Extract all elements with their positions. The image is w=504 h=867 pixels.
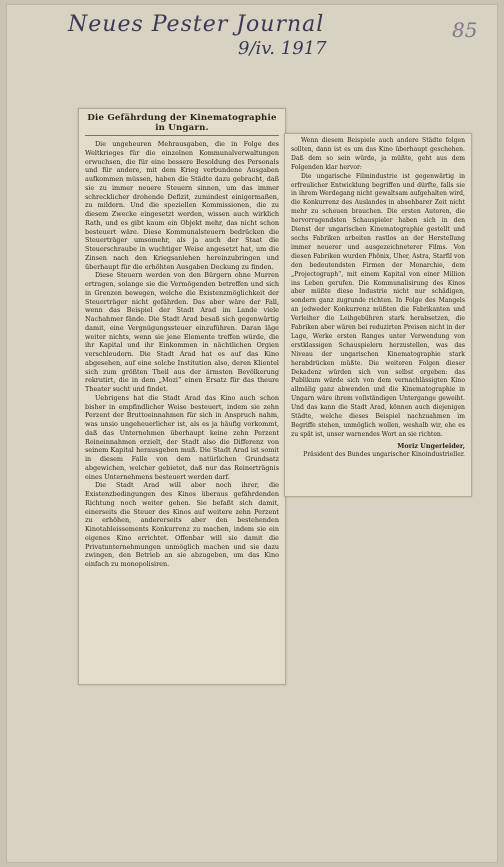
page-number: 85 [452,18,478,42]
article-paragraph: Die ungeheuren Mehrausgaben, die in Folge des Weltkrieges für die einzelnen Kommunalverwaltungen erwuchsen, die für eine bessere Besoldung des Personals und für andere, mit dem Krieg verbundene Ausgaben aufkommen müssen, haben die Städte dazu gebracht, daß sie zu immer neuere Steuern sinnen, um das immer schrecklicher drohende Defizit, zumindest einigermaßen, zu mildern. Und die speziellen Kommissionen, die zu diesem Zwecke eingesetzt werden, wissen auch wirklich Rath, und es gibt kaum ein Objekt mehr, das nicht schon besteuert wäre. Diese Kommunalsteuern bedrücken die Steuerträger umsomehr, als ja auch der Staat die Steuerschraube in wuchtiger Weise angesetzt hat, um die Zinsen nach den Kriegsanlehen hereinzubringen und überhaupt für die erhöhten Ausgaben Deckung zu finden. [85,140,279,271]
article-paragraph: Die Stadt Arad will aber noch ihrer, die Existenzbedingungen des Kinos überaus gefährdenden Richtung noch weiter gehen. Sie befaßt sich damit, einerseits die Steuer des Kinos auf weitere zehn Perzent zu erhöhen, andererseits aber den bestehenden Kinotableissements Konkurrenz zu machen, indem sie ein eigenes Kino errichtet. Offenbar will sie damit die Privatunternehmungen unmöglich machen und sie dazu zwingen, den Betrieb an sie abzugeben, um das Kino einfach zu monopolisiren. [85,481,279,568]
article-headline: Die Gefährdung der Kinematographie in Ungarn. [85,113,279,136]
article-paragraph: Wenn diesem Beispiele auch andere Städte folgen sollten, dann ist es um das Kino überhaupt geschehen. Daß dem so sein würde, ja müßte, geht aus dem Folgenden klar hervor: [291,137,465,171]
article-paragraph: Die ungarische Filmindustrie ist gegenwärtig in erfreulicher Entwicklung begriffen und dürfte, falls sie in ihrem Werdegang nicht gewaltsam aufgehalten wird, die Konkurrenz des Auslandes in absehbarer Zeit nicht mehr zu scheuen brauchen. Die ersten Autoren, die hervorragendsten Schauspieler haben sich in den Dienst der ungarischen Kinematographie gestellt und sechs Fabriken arbeiten rastlos an der Herstellung immer neuerer und ausgezeichneterer Films. Von diesen Fabriken wurden Phönix, Uher, Astra, Starfil von den bedeutendsten Firmen der Monarchie, dem „Projectograph“, mit einem Kapital von einer Million ins Leben gerufen. Die Kommunalisirung des Kinos aber müßte diese Industrie nicht nur schädigen, sondern ganz zugrunde richten. In Folge des Mangels an jedweder Konkurrenz müßten die Fabrikanten und Verleiher die Leihgebühren stark herabsetzen, die Fabriken aber wären bei reduzirten Preisen nicht in der Lage, Werke ersten Ranges unter Verwendung von erstklassigen Schauspielern herzustellen, was das Niveau der ungarischen Kinematographie stark herabdrücken müßte. Die weiteren Folgen dieser Dekadenz würden sich von selbst ergeben: das Publikum würde sich von dem vernachlässigten Kino allmälig ganz abwenden und die Kinematographie in Ungarn wäre ihrem vollständigen Untergange geweiht. Und das kann die Stadt Arad, können auch diejenigen Städte, welche dieses Beispiel nachzuahmen im Begriffe stehen, unmöglich wollen, weshalb wir, ehe es zu spät ist, unser warnendes Wort an sie richten. [291,172,465,438]
handwritten-date: 9/iv. 1917 [238,38,327,59]
handwritten-source-note [68,8,448,68]
handwritten-newspaper-name: Neues Pester Journal [68,12,325,37]
clipping-left-column [78,108,286,685]
author-title: Präsident des Bundes ungarischer Kinoindustrieller. [303,450,465,458]
author-name: Moriz Ungerleider, [397,441,465,450]
clipping-right-column [284,133,472,497]
article-paragraph: Diese Steuern werden von den Bürgern ohne Murren ertragen, solange sie die Vermögenden betreffen und sich in Grenzen bewegen, welche die Existenzmöglichkeit der Steuerträger nicht gefährden. Das aber wäre der Fall, wenn das Beispiel der Stadt Arad im Lande viele Nachahmer fände. Die Stadt Arad besaß sich gegenwärtig damit, eine Vergnügungssteuer einzuführen. Daran läge weiter nichts, wenn sie jene Elemente treffen würde, die ihr Kapital und ihr Einkommen in nächtlichen Orgien verschleudern. Die Stadt Arad hat es auf das Kino abgesehen, auf eine solche Institution also, deren Klientel sich zum größten Theil aus der ärmsten Bevölkerung rekrutirt, die in dem „Mozi“ einen Ersatz für das theure Theater sucht und findet. [85,271,279,393]
article-paragraph: Uebrigens hat die Stadt Arad das Kino auch schon bisher in empfindlicher Weise besteuert, indem sie zehn Perzent der Bruttoeinnahmen für sich in Anspruch nahm, was unsio ungeheuerlicher ist, als es ja häufig vorkommt, daß das Unternehmen überhaupt keine zehn Perzent Reineinnahmen erzielt, der Stadt also die Differenz von seinem Kapital herausgeben muß. Die Stadt Arad ist somit in diesem Falle von dem natürlichen Grundsatz abgewichen, welcher gebietet, daß nur das Reinerträgnis eines Unternehmens besteuert werden darf. [85,393,279,481]
